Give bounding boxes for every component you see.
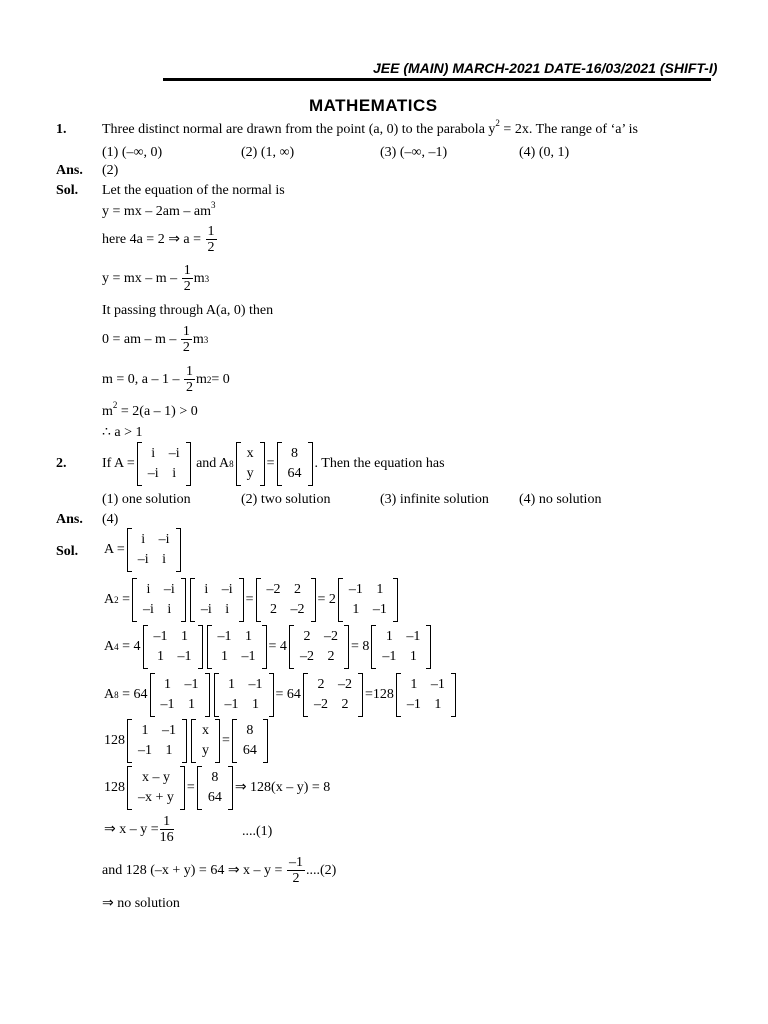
matrix [150, 673, 210, 717]
q2-sol-tag-1: ....(1) [242, 824, 273, 839]
matrix-cell: 2 [270, 602, 277, 617]
exam-header: JEE (MAIN) MARCH-2021 DATE-16/03/2021 (SHIFT-I) [373, 60, 718, 76]
matrix-cell: –i [221, 582, 233, 597]
matrix [127, 719, 187, 763]
q1-sol-line-8: $m^2 = 2(a - 1) > 0$ [102, 400, 198, 419]
matrix-cell: 1 [376, 582, 384, 597]
matrix-cell: –i [147, 466, 159, 481]
matrix [214, 673, 274, 717]
q2-option-2: (2) two solution [241, 492, 331, 507]
matrix-cell: –1 [406, 629, 421, 644]
matrix-cell: 64 [287, 466, 302, 481]
subject-title: MATHEMATICS [309, 96, 438, 115]
q1-sol-line-6: 0 = am – m – $\frac{1}{2}$ m 3 [102, 324, 209, 355]
fraction: $\frac{1}{16}$ [159, 814, 174, 845]
matrix-cell: –x + y [138, 790, 174, 805]
matrix-cell: 1 [141, 723, 149, 738]
q2-sol-eq-xy: 128 x – y –x + y = 8 64 ⇒ 128(x – y) = 8 [104, 766, 330, 810]
matrix-cell: –1 [406, 697, 421, 712]
matrix-cell: 1 [252, 697, 260, 712]
matrix [191, 719, 220, 763]
matrix-cell: –1 [177, 649, 192, 664]
matrix-cell: 1 [385, 629, 393, 644]
q1-sol-line-5: It passing through A(a, 0) then [102, 303, 274, 318]
matrix-cell: –2 [290, 602, 305, 617]
matrix-cell: 2 [317, 677, 325, 692]
q2-sol-eq-matrix: 128 1 –1 –1 1 x y = 8 64 [104, 719, 270, 763]
q2-ans-label: Ans. [56, 512, 83, 527]
matrix-cell: 1 [165, 743, 173, 758]
matrix-cell: –1 [372, 602, 387, 617]
matrix [371, 625, 431, 669]
q2-option-3: (3) infinite solution [380, 492, 489, 507]
fraction-half: $\frac{1}{2}$ [207, 224, 215, 255]
matrix [127, 766, 185, 810]
matrix-cell: i [146, 582, 151, 597]
q1-sol-line-1: Let the equation of the normal is [102, 183, 285, 198]
matrix-cell: –i [137, 552, 149, 567]
matrix [303, 673, 363, 717]
matrix-cell: i [141, 532, 146, 547]
q1-sol-line-2: y = mx – $2am - am^3$ [102, 200, 216, 219]
q2-sol-label: Sol. [56, 544, 79, 559]
matrix-cell: 1 [352, 602, 360, 617]
matrix [127, 528, 181, 572]
matrix-cell: –1 [162, 723, 176, 738]
matrix [132, 578, 186, 622]
fraction: $\frac{-1}{2}$ [288, 855, 303, 886]
q2-option-1: (1) one solution [102, 492, 191, 507]
matrix-cell: 64 [242, 743, 257, 758]
q2-sol-A: A = i –i –i i [104, 528, 183, 572]
matrix-cell: x [202, 723, 209, 738]
matrix-cell: –2 [337, 677, 352, 692]
q2-sol-line-1: ⇒ x – y = $\frac{1}{16}$ [104, 814, 174, 845]
q2-sol-A2: A 2 = i –i –i i i –i –i i = –2 2 2 –2 = 2 –1 1 1 –1 [104, 578, 400, 622]
matrix-cell: –i [143, 602, 154, 617]
matrix-cell: x [246, 446, 254, 461]
matrix-cell: –2 [313, 697, 328, 712]
matrix-cell: 64 [207, 790, 222, 805]
matrix [277, 442, 313, 486]
q1-option-1: (1) (–∞, 0) [102, 145, 163, 160]
q1-option-4: (4) (0, 1) [519, 145, 570, 160]
q1-ans-label: Ans. [56, 163, 83, 178]
matrix-cell: –1 [348, 582, 363, 597]
q1-sol-line-7: m = 0, a – 1 – $\frac{1}{2}$ m 2 = 0 [102, 364, 230, 395]
matrix [190, 578, 244, 622]
matrix-cell: i [167, 602, 172, 617]
fraction-half: $\frac{1}{2}$ [183, 263, 191, 294]
matrix-cell: –1 [184, 677, 199, 692]
matrix-cell: 1 [157, 649, 165, 664]
q2-option-4: (4) no solution [519, 492, 602, 507]
matrix [143, 625, 203, 669]
matrix-cell: 1 [410, 677, 418, 692]
matrix-cell: i [151, 446, 156, 461]
matrix-cell: i [162, 552, 167, 567]
fraction-half: $\frac{1}{2}$ [182, 324, 190, 355]
matrix-cell: 1 [221, 649, 229, 664]
matrix-cell: –i [163, 582, 175, 597]
q2-question: If A = i –i –i i and A 8 x y = 8 64 . Then the equation has [102, 442, 445, 486]
matrix-cell: –1 [217, 629, 232, 644]
q1-sol-line-4: y = mx – m – $\frac{1}{2}$ m 3 [102, 263, 210, 294]
matrix-cell: 1 [164, 677, 172, 692]
q1-sol-label: Sol. [56, 183, 79, 198]
matrix-cell: i [172, 466, 177, 481]
matrix-cell: 1 [188, 697, 196, 712]
matrix [137, 442, 191, 486]
q1-sol-line-3: here 4a = 2 ⇒ a = $\frac{1}{2}$ [102, 224, 215, 255]
matrix [256, 578, 316, 622]
matrix-cell: –2 [323, 629, 338, 644]
q2-sol-final: ⇒ no solution [102, 896, 180, 911]
matrix-cell: 8 [291, 446, 299, 461]
q2-sol-A8: A 8 = 64 1 –1 –1 1 1 –1 –1 1 = 64 2 –2 –2 2 =128 1 –1 –1 1 [104, 673, 458, 717]
matrix [289, 625, 349, 669]
matrix-cell: x – y [141, 770, 170, 785]
matrix-cell: 1 [245, 629, 253, 644]
matrix-cell: –1 [224, 697, 239, 712]
matrix-cell: 8 [246, 723, 254, 738]
matrix-cell: 2 [327, 649, 335, 664]
matrix-cell: 2 [341, 697, 349, 712]
matrix-cell: –1 [138, 743, 152, 758]
matrix [396, 673, 456, 717]
matrix-cell: i [225, 602, 230, 617]
matrix-cell: y [202, 743, 209, 758]
q1-option-2: (2) (1, ∞) [241, 145, 295, 160]
matrix-cell: 2 [294, 582, 301, 597]
matrix [338, 578, 398, 622]
q2-sol-line-2: and 128 (–x + y) = 64 ⇒ x – y = $\frac{-1}{2}$ ....(2) [102, 855, 337, 886]
matrix-cell: –1 [430, 677, 445, 692]
matrix-cell: i [204, 582, 209, 597]
matrix-cell: –i [158, 532, 170, 547]
q1-number: 1. [56, 122, 67, 137]
matrix-cell: –2 [266, 582, 281, 597]
matrix-cell: 1 [434, 697, 442, 712]
q2-number: 2. [56, 456, 67, 471]
matrix-cell: 2 [303, 629, 311, 644]
matrix-cell: –1 [160, 697, 175, 712]
matrix-cell: –2 [299, 649, 314, 664]
fraction-half: $\frac{1}{2}$ [186, 364, 193, 395]
header-rule [163, 78, 711, 81]
q1-option-3: (3) (–∞, –1) [380, 145, 448, 160]
matrix-cell: 1 [181, 629, 189, 644]
q2-sol-A4: A 4 = 4 –1 1 1 –1 –1 1 1 –1 = 4 2 –2 –2 2 = 8 1 –1 –1 1 [104, 625, 433, 669]
q1-answer: (2) [102, 163, 119, 178]
matrix-cell: –i [168, 446, 180, 461]
matrix-cell: 1 [228, 677, 236, 692]
matrix-cell: –i [200, 602, 212, 617]
matrix [236, 442, 265, 486]
matrix-cell: –1 [248, 677, 263, 692]
matrix [232, 719, 268, 763]
q2-answer: (4) [102, 512, 119, 527]
matrix-cell: 8 [211, 770, 219, 785]
q1-sol-line-9: ∴ a > 1 [102, 425, 143, 440]
matrix [197, 766, 233, 810]
q1-question: Three distinct normal are drawn from the point (a, 0) to the parabola $y^2 = 2x$. The range of ‘a’ is [102, 118, 638, 137]
matrix [207, 625, 267, 669]
matrix-cell: –1 [153, 629, 168, 644]
matrix-cell: –1 [382, 649, 397, 664]
matrix-cell: –1 [241, 649, 256, 664]
matrix-cell: y [246, 466, 254, 481]
matrix-cell: 1 [409, 649, 417, 664]
